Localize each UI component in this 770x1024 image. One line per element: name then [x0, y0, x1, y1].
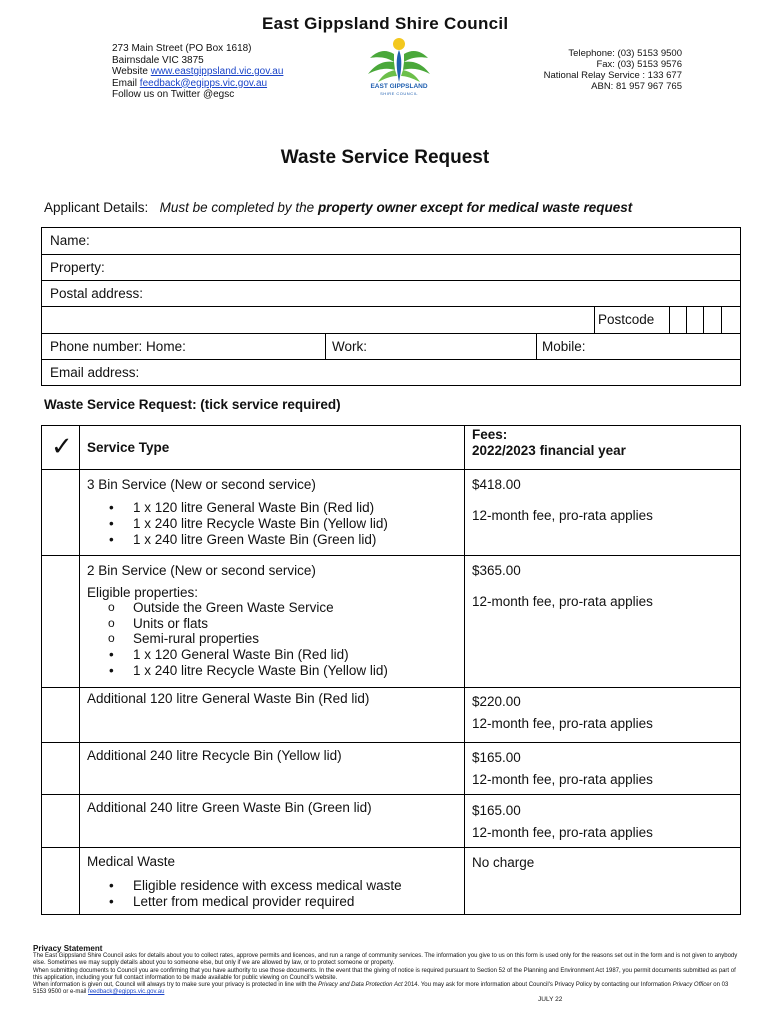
privacy-text-3: When information is given out, Council will always try to make sure your privacy is protected in line with the Privacy and Data Protection Act 2014. You may ask for more information about Council's Privacy Policy by contacting our Information Privacy Officer on 03 5153 9500 or e-mail feedback@egipps.vic.gov.au [33, 982, 729, 996]
twitter-line: Follow us on Twitter @egsc [112, 89, 235, 100]
service-medical-title: Medical Waste [87, 854, 176, 869]
page-title: Waste Service Request [280, 147, 490, 168]
list-item: • 1 x 240 litre Recycle Waste Bin (Yellow lid) [133, 663, 457, 679]
address-line-2: Bairnsdale VIC 3875 [112, 54, 204, 66]
privacy-email-link[interactable]: feedback@egipps.vic.gov.au [88, 989, 165, 996]
logo-text: EAST GIPPSLAND [370, 83, 428, 90]
telephone: Telephone: (03) 5153 9500 [568, 48, 682, 59]
applicant-details-heading: Applicant Details: Must be completed by the property owner except for medical waste request [44, 200, 633, 215]
service-additional-green-title: Additional 240 litre Green Waste Bin (Green lid) [87, 800, 372, 815]
service-table [41, 425, 741, 915]
privacy-text-1: The East Gippsland Shire Council asks for details about you to collect rates, approve permits and licences, and run a range of community services. The information you give to us on this form is used only for the reasons set out in the form and is not given to anybody else. Sometimes we may supply details about you to someone else, but only if we are allowed by law, or to protect someone or property. [33, 953, 738, 967]
website-line: Website www.eastgippsland.vic.gov.au [112, 66, 284, 77]
service-3-bin-title: 3 Bin Service (New or second service) [87, 477, 316, 492]
list-item: • Letter from medical provider required [133, 894, 457, 910]
postcode-field[interactable]: Postcode [598, 312, 655, 327]
privacy-statement [33, 945, 743, 996]
fee-2-bin: $365.00 [472, 563, 521, 578]
relay-service: National Relay Service : 133 677 [543, 70, 682, 81]
eligible-properties-label: Eligible properties: [87, 585, 199, 600]
fee-note-additional-red: 12-month fee, pro-rata applies [472, 716, 653, 731]
form-date: JULY 22 [538, 996, 563, 1003]
council-name: East Gippsland Shire Council [262, 14, 509, 33]
email-address-field[interactable]: Email address: [50, 365, 140, 380]
email-link[interactable]: feedback@egipps.vic.gov.au [139, 77, 268, 89]
list-item: • 1 x 120 litre General Waste Bin (Red lid) [133, 500, 457, 516]
council-address [112, 43, 283, 101]
council-contact [544, 48, 682, 92]
fee-note-3-bin: 12-month fee, pro-rata applies [472, 508, 653, 523]
service-medical-list [87, 878, 457, 910]
financial-year-header: 2022/2023 financial year [472, 443, 626, 458]
tick-cell-3-bin[interactable] [42, 470, 79, 555]
website-link[interactable]: www.eastgippsland.vic.gov.au [150, 66, 284, 77]
address-line-1: 273 Main Street (PO Box 1618) [112, 43, 252, 54]
service-3-bin-list [87, 500, 457, 548]
waste-request-heading: Waste Service Request: (tick service required) [44, 397, 341, 412]
fee-additional-green: $165.00 [472, 803, 521, 818]
email-line: Email feedback@egipps.vic.gov.au [112, 77, 268, 89]
service-additional-red-title: Additional 120 litre General Waste Bin (Red lid) [87, 691, 370, 706]
fee-note-additional-green: 12-month fee, pro-rata applies [472, 825, 653, 840]
fees-header: Fees: [472, 427, 508, 442]
fee-3-bin: $418.00 [472, 477, 521, 492]
service-additional-yellow-title: Additional 240 litre Recycle Bin (Yellow lid) [87, 748, 342, 763]
list-item: o Outside the Green Waste Service [133, 600, 457, 616]
work-phone-field[interactable]: Work: [332, 339, 368, 354]
list-item: o Semi-rural properties [133, 631, 457, 647]
logo-subtext: SHIRE COUNCIL [380, 91, 418, 96]
service-2-bin-title: 2 Bin Service (New or second service) [87, 563, 316, 578]
fee-additional-yellow: $165.00 [472, 750, 521, 765]
mobile-phone-field[interactable]: Mobile: [542, 339, 586, 354]
list-item: o Units or flats [133, 616, 457, 632]
tick-cell-additional-yellow[interactable] [42, 743, 79, 794]
council-logo [364, 36, 434, 98]
fee-medical: No charge [472, 855, 535, 870]
tick-header-icon: ✓ [51, 432, 73, 462]
applicant-form [41, 227, 741, 386]
home-phone-field[interactable]: Phone number: Home: [50, 339, 186, 354]
tick-cell-additional-green[interactable] [42, 795, 79, 847]
service-2-bin-options [87, 600, 457, 679]
tick-cell-additional-red[interactable] [42, 688, 79, 742]
tick-cell-medical[interactable] [42, 848, 79, 914]
privacy-heading: Privacy Statement [33, 944, 103, 953]
tick-cell-2-bin[interactable] [42, 556, 79, 687]
service-type-header: Service Type [87, 440, 170, 455]
abn: ABN: 81 957 967 765 [591, 81, 682, 92]
fee-note-additional-yellow: 12-month fee, pro-rata applies [472, 772, 653, 787]
list-item: • 1 x 120 General Waste Bin (Red lid) [133, 647, 457, 663]
property-field[interactable]: Property: [50, 260, 105, 275]
fee-note-2-bin: 12-month fee, pro-rata applies [472, 594, 653, 609]
postal-address-field[interactable]: Postal address: [50, 286, 144, 301]
fax: Fax: (03) 5153 9576 [596, 59, 682, 70]
list-item: • 1 x 240 litre Recycle Waste Bin (Yellow lid) [133, 516, 457, 532]
list-item: • 1 x 240 litre Green Waste Bin (Green lid) [133, 532, 457, 548]
list-item: • Eligible residence with excess medical waste [133, 878, 457, 894]
name-field[interactable]: Name: [50, 233, 90, 248]
fee-additional-red: $220.00 [472, 694, 521, 709]
privacy-text-2: When submitting documents to Council you are confirming that you have authority to use those documents. In the event that the giving of notice is required pursuant to Section 52 of the Planning and Environment Act 1987, you permit documents submitted as part of this application, including your full contact information to be made available for public viewing on Council's website. [33, 967, 736, 981]
